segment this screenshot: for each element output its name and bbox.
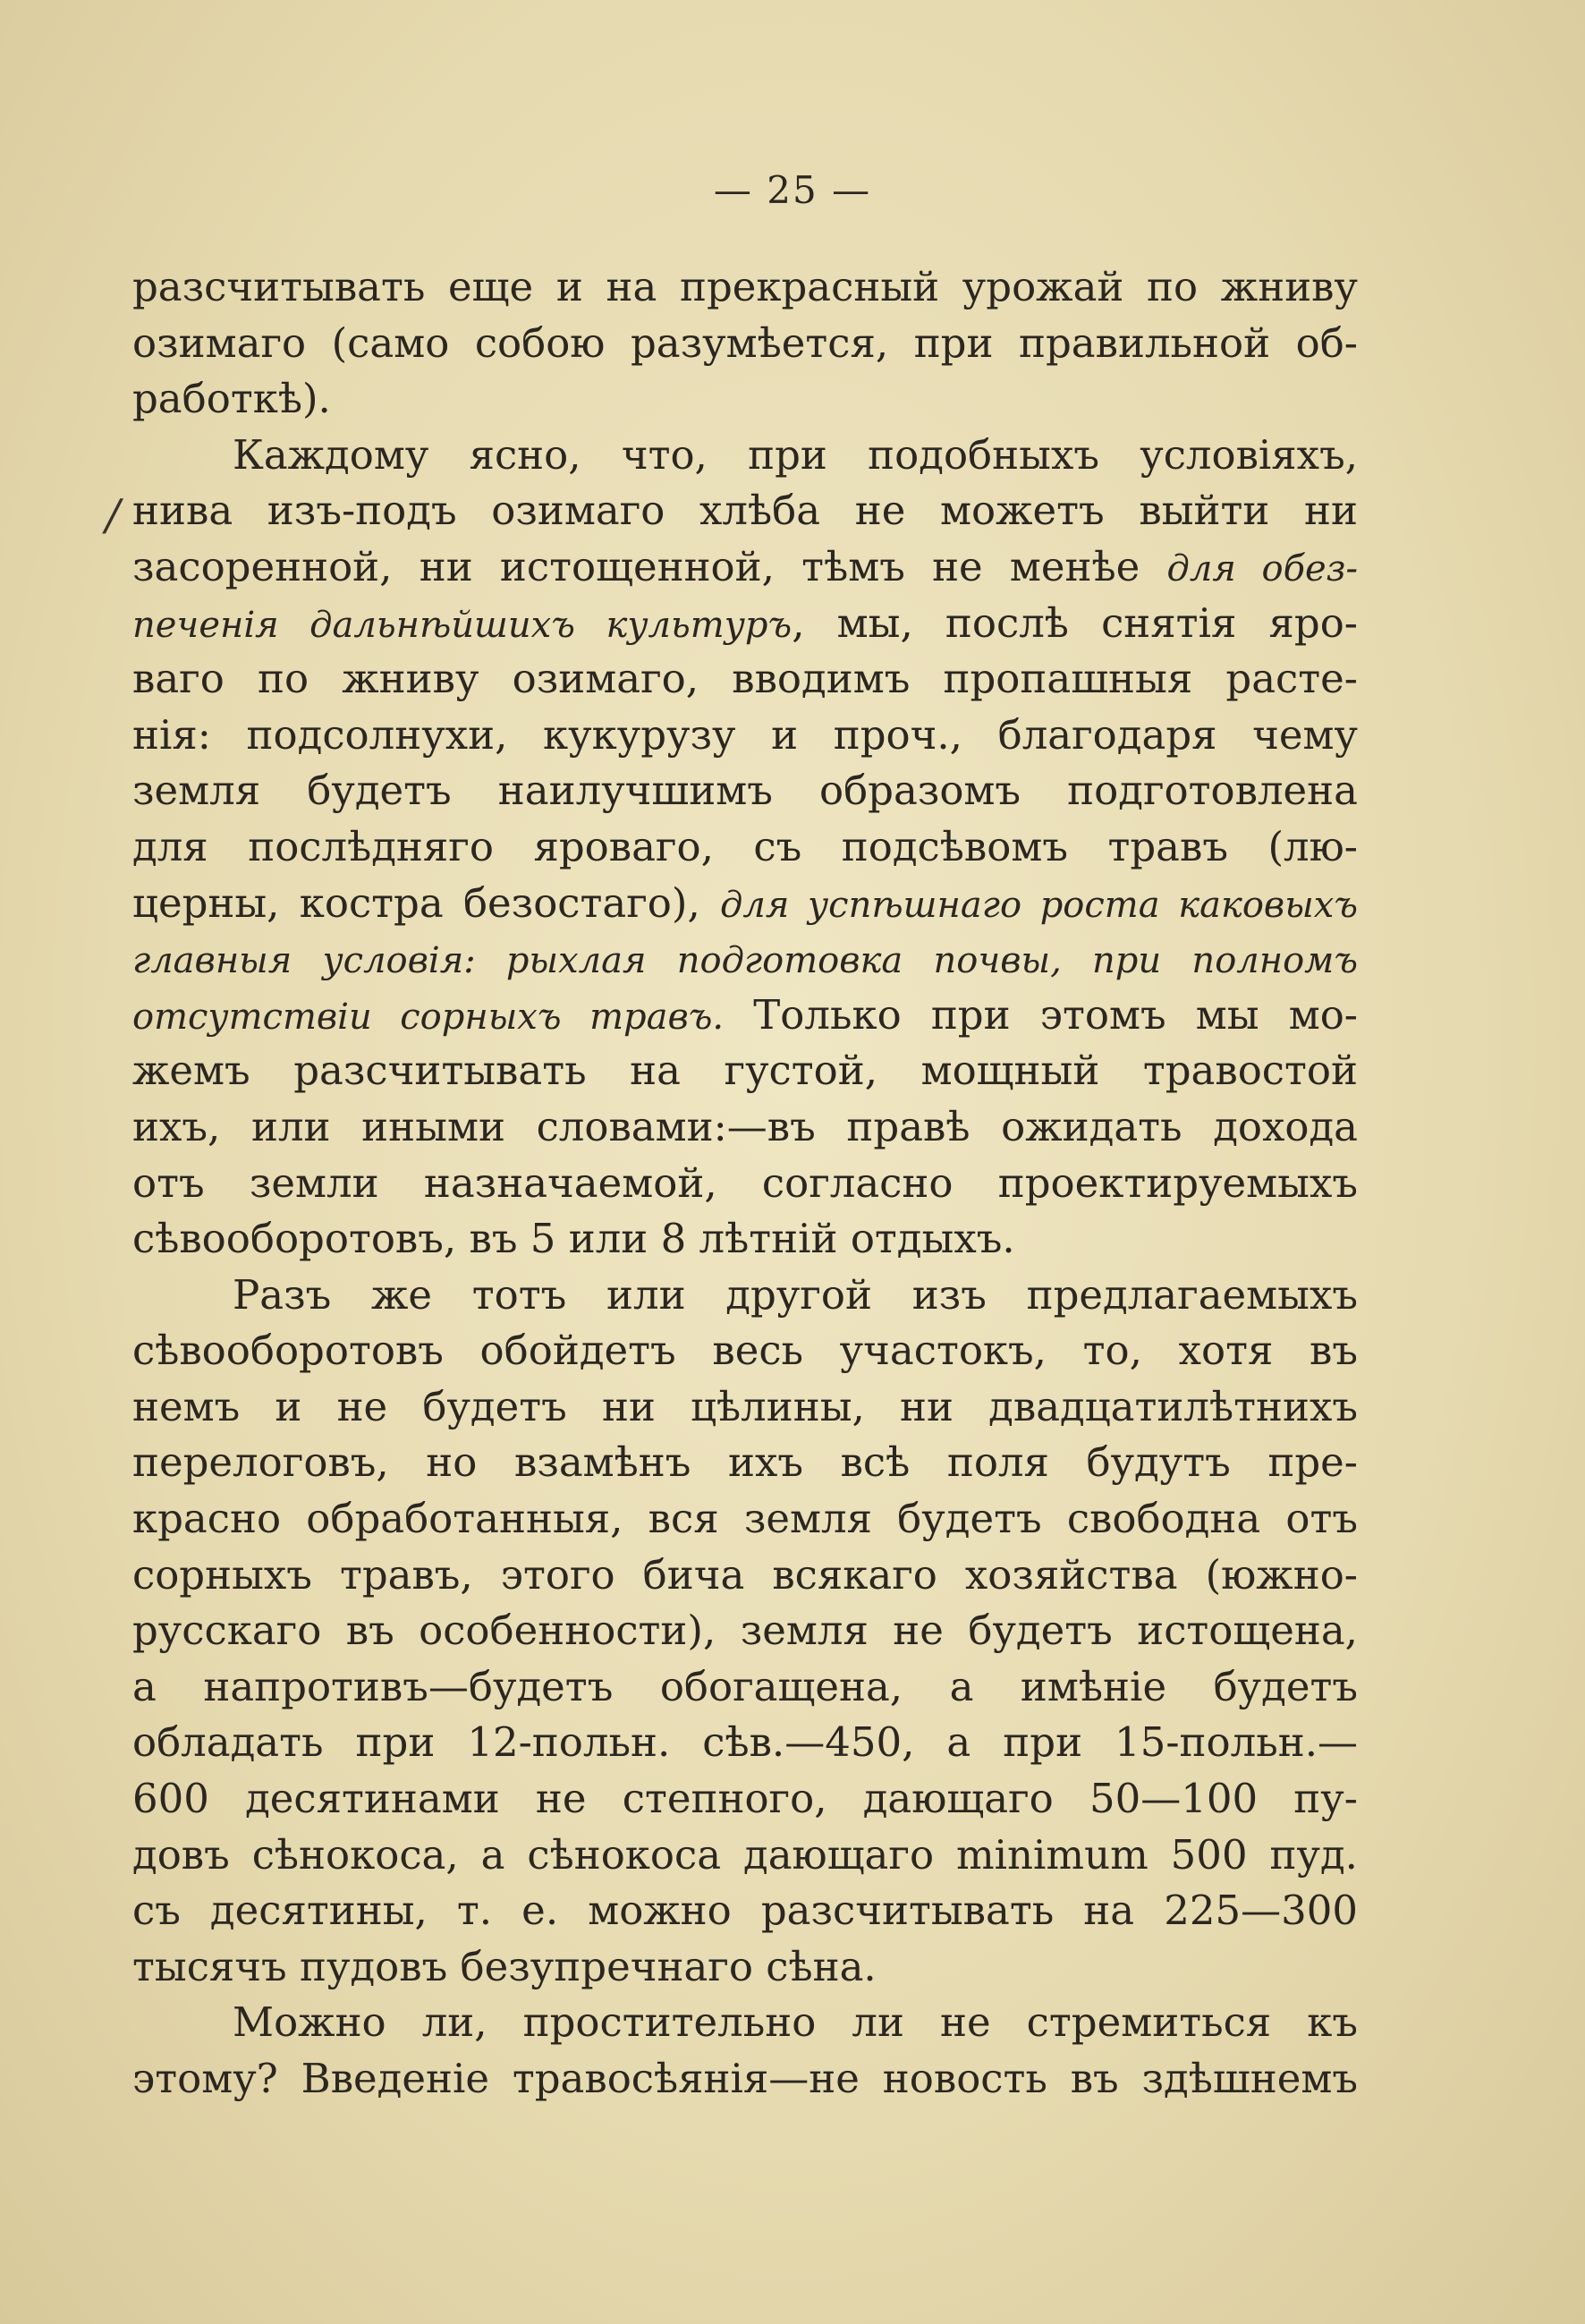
text-line [132, 1939, 1358, 1996]
text-line [132, 763, 1358, 819]
text-segment: разсчитывать еще и на прекрасный урожай по жниву [132, 263, 1358, 310]
text-line [132, 1883, 1358, 1939]
pencil-mark: / [106, 490, 121, 540]
text-line [132, 708, 1358, 764]
text-line [132, 596, 1358, 652]
text-line [132, 1099, 1358, 1156]
text-segment: озимаго (само собою разумѣется, при правильной об- [132, 318, 1358, 367]
text-line [132, 651, 1358, 708]
text-line [132, 1491, 1358, 1548]
text-segment: Каждому ясно, что, при подобныхъ условіяхъ, [233, 430, 1358, 479]
text-segment: сѣвооборотовъ обойдетъ весь участокъ, то, хотя въ [132, 1327, 1358, 1375]
text-line [132, 1379, 1358, 1436]
text-segment: Разъ же тотъ или другой изъ предлагаемыхъ [233, 1270, 1358, 1319]
text-line [132, 1211, 1358, 1268]
text-line [132, 876, 1358, 932]
text-line [132, 1715, 1358, 1771]
text-line [132, 1323, 1358, 1379]
body-text [132, 259, 1358, 2108]
text-line [132, 819, 1358, 876]
text-line [132, 1659, 1358, 1716]
text-segment: жемъ разсчитывать на густой, мощный травостой [132, 1047, 1358, 1095]
text-segment: красно обработанныя, вся земля будетъ свободна отъ [132, 1495, 1358, 1543]
text-line [132, 1828, 1358, 1884]
text-segment: , мы, послѣ снятія яро- [792, 598, 1358, 647]
text-segment: церны, костра безостаго), [132, 878, 721, 927]
text-line [132, 1043, 1358, 1099]
italic-text: для обез- [1166, 547, 1358, 589]
text-segment: а напротивъ—будетъ обогащена, а имѣніе будетъ [132, 1662, 1358, 1710]
text-line [132, 1603, 1358, 1659]
text-segment: ваго по жниву озимаго, вводимъ пропашныя расте- [132, 655, 1358, 703]
text-segment: Можно ли, простительно ли не стремиться къ [233, 1998, 1358, 2047]
text-segment: для послѣдняго яроваго, съ подсѣвомъ травъ (лю- [132, 822, 1358, 870]
text-segment: перелоговъ, но взамѣнъ ихъ всѣ поля будутъ пре- [132, 1438, 1358, 1487]
text-segment: земля будетъ наилучшимъ образомъ подготовлена [132, 767, 1358, 815]
italic-text: отсутствіи сорныхъ травъ. [132, 996, 725, 1038]
text-line [132, 1156, 1358, 1212]
text-line [132, 428, 1358, 484]
text-line [132, 1548, 1358, 1604]
text-line [132, 539, 1358, 596]
text-line [132, 316, 1358, 372]
text-line [132, 259, 1358, 316]
text-segment: нія: подсолнухи, кукурузу и проч., благодаря чему [132, 710, 1358, 759]
text-line [132, 2051, 1358, 2108]
text-segment: тысячъ пудовъ безупречнаго сѣна. [132, 1942, 877, 1990]
text-line [132, 1435, 1358, 1491]
text-line [132, 931, 1358, 988]
text-line [132, 483, 1358, 539]
text-segment: 600 десятинами не степного, дающаго 50—100 пу- [132, 1775, 1358, 1823]
text-line [132, 1995, 1358, 2051]
italic-text: для успѣшнаго роста каковыхъ [720, 884, 1358, 926]
text-line [132, 371, 1358, 428]
text-segment: этому? Введеніе травосѣянія—не новость въ здѣшнемъ [132, 2055, 1358, 2102]
text-line [132, 1771, 1358, 1828]
text-segment: довъ сѣнокоса, а сѣнокоса дающаго minimum 500 пуд. [132, 1830, 1358, 1879]
italic-text: главныя условія: рыхлая подготовка почвы, при полномъ [132, 940, 1358, 982]
text-segment: съ десятины, т. е. можно разсчитывать на 225—300 [132, 1887, 1358, 1935]
text-segment: нива изъ-подъ озимаго хлѣба не можетъ выйти ни [132, 487, 1358, 535]
text-segment: сорныхъ травъ, этого бича всякаго хозяйства (южно- [132, 1550, 1358, 1599]
italic-text: печенія дальнѣйшихъ культуръ [132, 604, 792, 646]
text-segment: русскаго въ особенности), земля не будетъ истощена, [132, 1607, 1358, 1655]
text-segment: ихъ, или иными словами:—въ правѣ ожидать дохода [132, 1102, 1358, 1150]
page-number: — 25 — [713, 168, 872, 212]
text-line [132, 988, 1358, 1044]
text-line [132, 1268, 1358, 1324]
text-segment: обладать при 12-польн. сѣв.—450, а при 15-польн.— [132, 1718, 1358, 1767]
text-segment: сѣвооборотовъ, въ 5 или 8 лѣтній отдыхъ. [132, 1215, 1015, 1263]
text-segment: засоренной, ни истощенной, тѣмъ не менѣе [132, 542, 1167, 590]
text-segment: немъ и не будетъ ни цѣлины, ни двадцатилѣтнихъ [132, 1382, 1358, 1430]
text-segment: работкѣ). [132, 375, 331, 423]
text-segment: Только при этомъ мы мо- [724, 990, 1358, 1039]
text-segment: отъ земли назначаемой, согласно проектируемыхъ [132, 1158, 1358, 1207]
